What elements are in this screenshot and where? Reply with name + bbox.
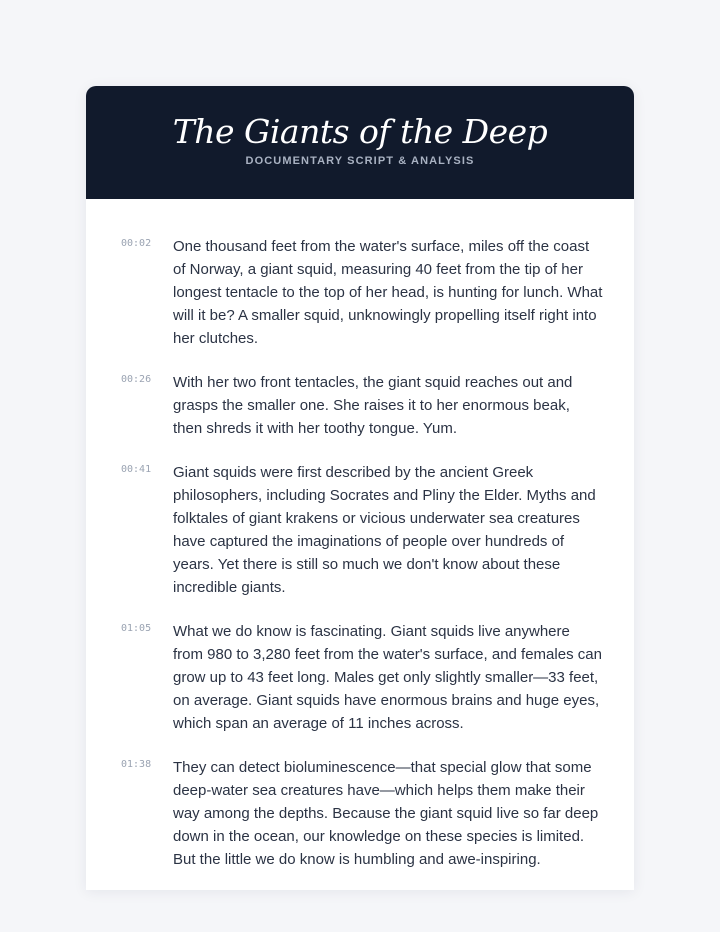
script-segment <box>86 620 634 735</box>
script-segment <box>86 235 634 350</box>
segment-text: With her two front tentacles, the giant squid reaches out and grasps the smaller one. She raises it to her enormous beak, then shreds it with her toothy tongue. Yum. <box>173 374 573 437</box>
script-body <box>86 199 634 871</box>
script-card <box>86 86 634 890</box>
segment-timestamp: 00:02 <box>121 238 152 249</box>
script-header <box>86 86 634 199</box>
script-segment <box>86 461 634 599</box>
segment-text: Giant squids were first described by the ancient Greek philosophers, including Socrates and Pliny the Elder. Myths and folktales of giant krakens or vicious underwater sea creatures have captured the imaginations of people over hundreds of years. Yet there is still so much we don't know about these incredible giants. <box>173 464 596 596</box>
segment-timestamp: 00:41 <box>121 464 152 475</box>
segment-timestamp: 00:26 <box>121 374 152 385</box>
script-segment <box>86 756 634 871</box>
page-title: The Giants of the Deep <box>172 112 548 151</box>
script-segment <box>86 371 634 440</box>
segment-timestamp: 01:38 <box>121 759 152 770</box>
segment-text: They can detect bioluminescence—that special glow that some deep-water sea creatures have—which helps them make their way among the depths. Because the giant squid live so far deep down in the ocean, our knowledge on these species is limited. But the little we do know is humbling and awe-inspiring. <box>173 759 599 868</box>
segment-timestamp: 01:05 <box>121 623 152 634</box>
segment-text: What we do know is fascinating. Giant squids live anywhere from 980 to 3,280 feet from the water's surface, and females can grow up to 43 feet long. Males get only slightly smaller—33 feet, on average. Giant squids have enormous brains and huge eyes, which span an average of 11 inches across. <box>173 623 602 732</box>
segment-text: One thousand feet from the water's surface, miles off the coast of Norway, a giant squid, measuring 40 feet from the tip of her longest tentacle to the top of her head, is hunting for lunch. What will it be? A smaller squid, unknowingly propelling itself right into her clutches. <box>173 238 603 347</box>
page-subtitle: DOCUMENTARY SCRIPT & ANALYSIS <box>245 155 475 167</box>
